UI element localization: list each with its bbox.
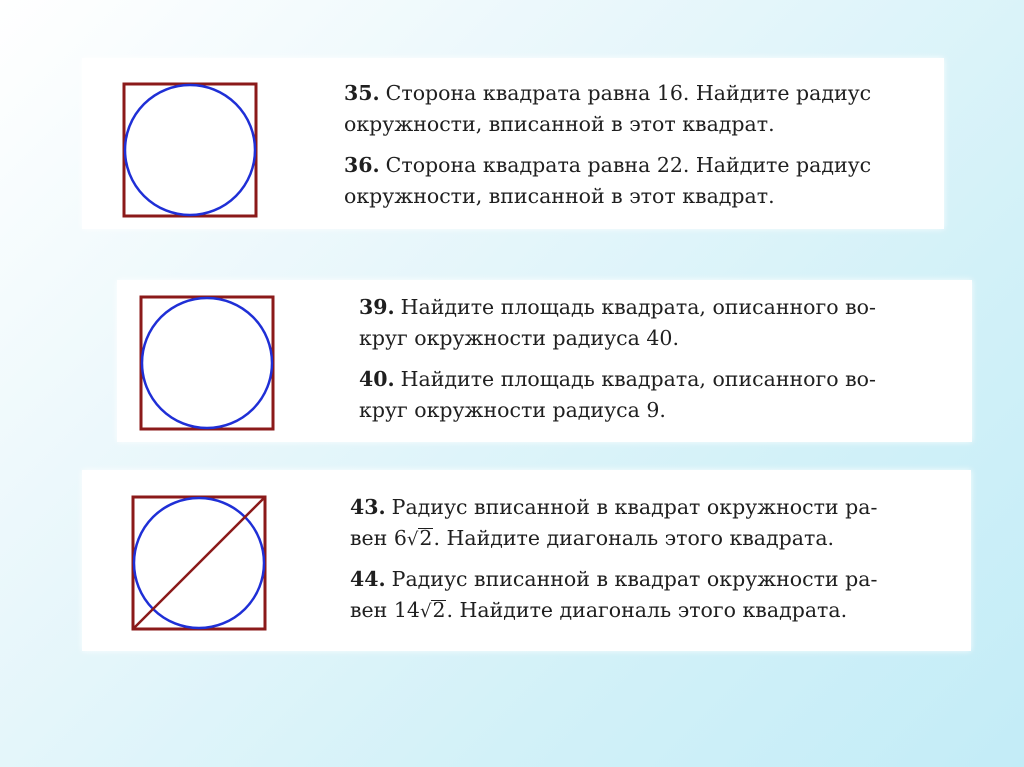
square-root-symbol: √ [419,601,432,622]
problem-number: 44. [350,567,386,591]
problem-text-line1: Радиус вписанной в квадрат окружности ра- [391,567,878,591]
problem-text-line1: Сторона квадрата равна 16. Найдите радиус [385,81,872,105]
problem-number: 43. [350,495,386,519]
problem-number: 36. [344,153,380,177]
inscribed-circle-shape [142,298,272,428]
problem-text-line1: Найдите площадь квадрата, описанного во- [400,367,876,391]
problem-40 [359,364,949,426]
problem-number: 35. [344,81,380,105]
problem-text-line2: окружности, вписанной в этот квадрат. [344,112,775,136]
problem-text-line1: Радиус вписанной в квадрат окружности ра- [391,495,878,519]
problem-panel-2 [117,280,972,442]
radicand: 2 [419,526,433,550]
square-with-inscribed-circle-and-diagonal-figure [131,495,267,631]
problem-39 [359,292,949,354]
problem-text-line2-start: вен [350,598,394,622]
problem-text-line2-start: вен [350,526,394,550]
problem-43 [350,492,950,554]
problem-text-line2-end: . Найдите диагональ этого квадрата. [433,526,835,550]
problem-text-line2: окружности, вписанной в этот квадрат. [344,184,775,208]
problem-number: 40. [359,367,395,391]
problem-list [350,492,950,636]
problem-panel-1 [82,58,944,229]
square-with-inscribed-circle-figure [122,82,258,218]
square-root-symbol: √ [406,529,419,550]
problem-text-line1: Сторона квадрата равна 22. Найдите радиус [385,153,872,177]
problem-list [359,292,949,436]
radicand: 2 [432,598,446,622]
problem-list [344,78,934,222]
inscribed-circle-shape [125,85,255,215]
problem-number: 39. [359,295,395,319]
radius-coefficient: 14 [393,598,420,622]
problem-text-line2: круг окружности радиуса 9. [359,398,666,422]
radius-coefficient: 6 [393,526,407,550]
problem-text-line2-end: . Найдите диагональ этого квадрата. [446,598,848,622]
problem-text-line1: Найдите площадь квадрата, описанного во- [400,295,876,319]
problem-text-line2: круг окружности радиуса 40. [359,326,679,350]
problem-35 [344,78,934,140]
square-with-inscribed-circle-figure [139,295,275,431]
problem-44 [350,564,950,626]
problem-panel-3 [82,470,971,651]
problem-36 [344,150,934,212]
